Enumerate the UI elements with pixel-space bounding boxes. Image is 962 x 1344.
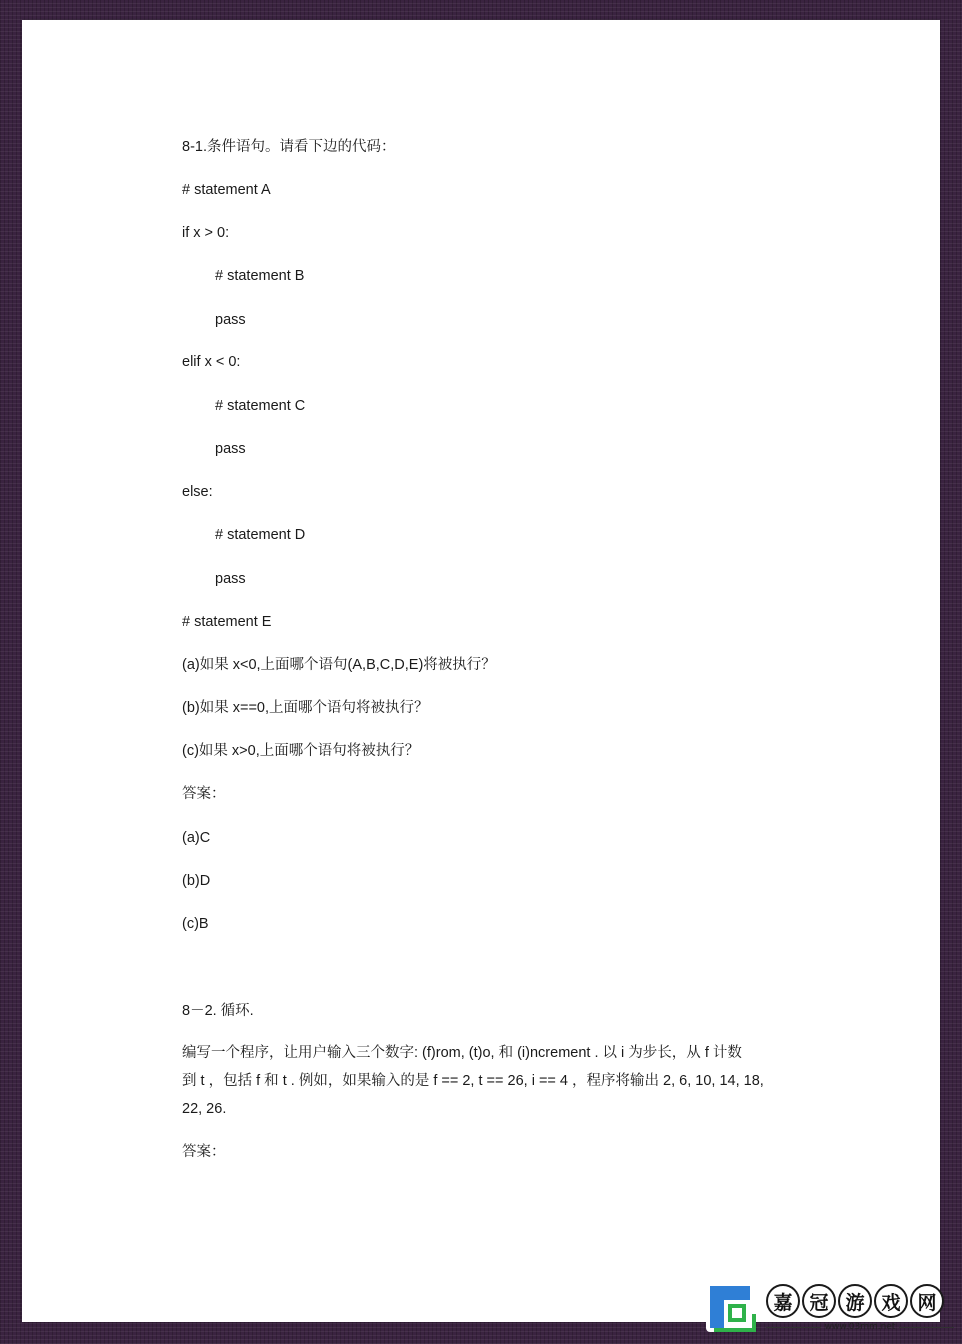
document-page (22, 20, 940, 1322)
site-watermark-logo (704, 1280, 956, 1340)
code-line: elif x < 0: (182, 354, 241, 370)
answer-b: (b)D (182, 873, 211, 889)
question-b: (b)如果 x==0,上面哪个语句将被执行？ (182, 700, 429, 716)
code-line: # statement B (215, 268, 305, 284)
logo-char: 嘉 (766, 1284, 800, 1318)
logo-char: 冠 (802, 1284, 836, 1318)
logo-url-row (766, 1322, 954, 1332)
code-line: pass (215, 312, 246, 328)
answer-a: (a)C (182, 830, 211, 846)
logo-url: www.03mm.net (824, 1322, 896, 1332)
question-8-2-title: 8－2. 循环. (182, 1003, 254, 1019)
code-line: pass (215, 571, 246, 587)
code-line: # statement E (182, 614, 272, 630)
divider (766, 1327, 821, 1328)
question-8-2-body-line: 编写一个程序，让用户输入三个数字: (f)rom, (t)o, 和 (i)ncrement . 以 i 为步长，从 f 计数 (182, 1045, 742, 1061)
answer-label: 答案： (182, 1144, 226, 1160)
code-line: if x > 0: (182, 225, 230, 241)
answer-label: 答案： (182, 786, 226, 802)
logo-mark-icon (704, 1280, 758, 1334)
logo-char: 游 (838, 1284, 872, 1318)
question-c: (c)如果 x>0,上面哪个语句将被执行？ (182, 743, 420, 759)
logo-wordmark (766, 1284, 944, 1318)
answer-c: (c)B (182, 916, 209, 932)
logo-char: 网 (910, 1284, 944, 1318)
question-a: (a)如果 x<0,上面哪个语句(A,B,C,D,E)将被执行？ (182, 657, 496, 673)
question-8-2-body-line: 到 t ，包括 f 和 t . 例如，如果输入的是 f == 2, t == 26, i == 4 ，程序将输出 2, 6, 10, 14, 18, (182, 1073, 764, 1089)
code-line: # statement C (215, 398, 306, 414)
question-8-2-body-line: 22, 26. (182, 1101, 227, 1117)
code-line: # statement D (215, 527, 306, 543)
code-line: pass (215, 441, 246, 457)
question-8-1-title: 8-1.条件语句。请看下边的代码： (182, 139, 396, 155)
code-line: else: (182, 484, 213, 500)
logo-char: 戏 (874, 1284, 908, 1318)
divider (899, 1327, 954, 1328)
code-line: # statement A (182, 182, 271, 198)
